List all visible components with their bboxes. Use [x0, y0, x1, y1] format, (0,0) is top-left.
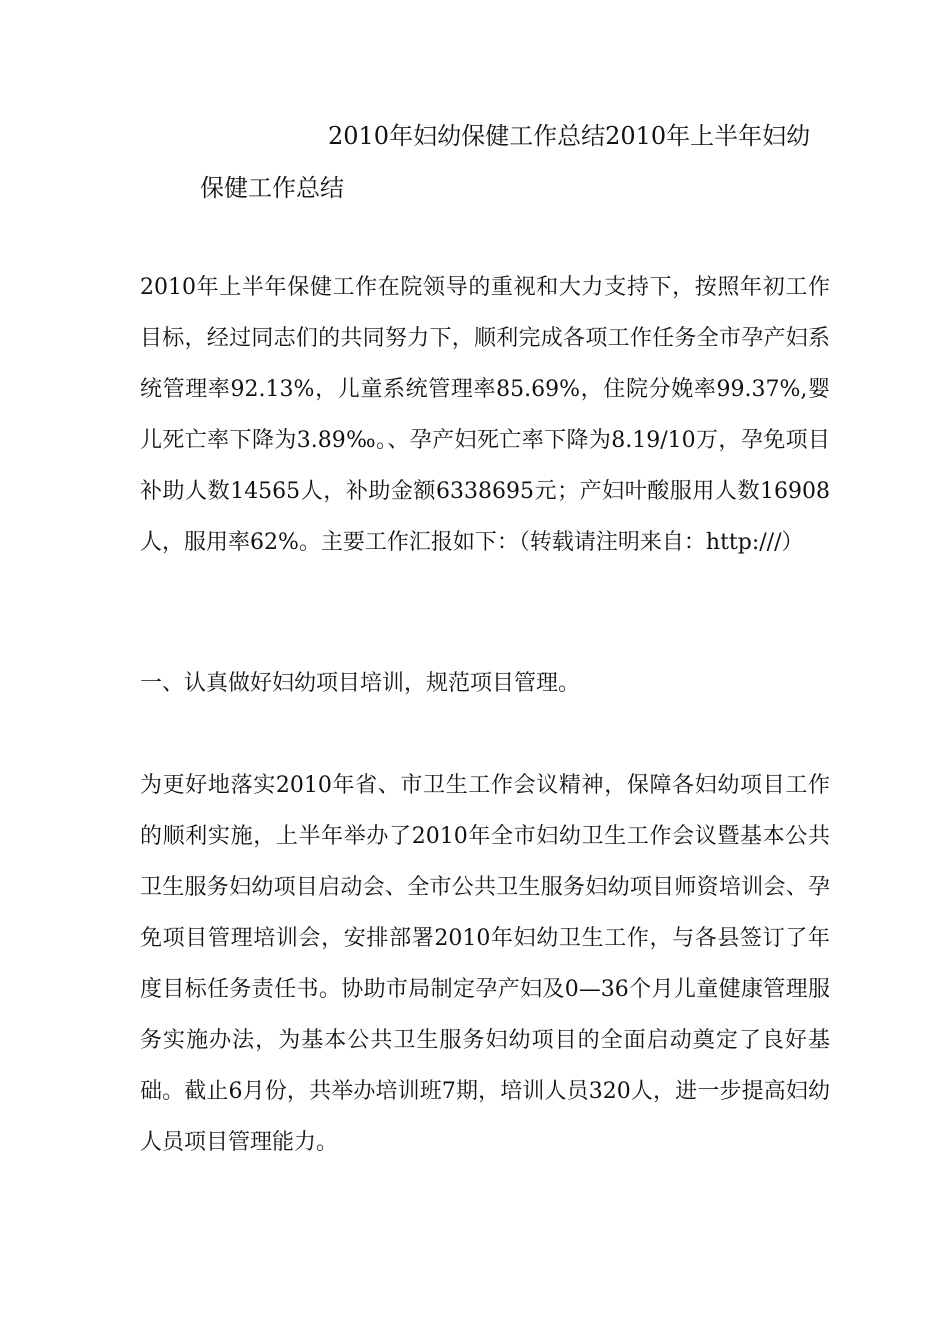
document-title-line-2: 保健工作总结 — [200, 174, 344, 202]
paragraph-summary: 2010年上半年保健工作在院领导的重视和大力支持下，按照年初工作目标，经过同志们的共同努力下，顺利完成各项工作任务全市孕产妇系统管理率92.13%，儿童系统管理率85.69%，住院分娩率99.37%,婴儿死亡率下降为3.89‰。、孕产妇死亡率下降为8.19/10万，孕免项目补助人数14565人，补助金额6338695元；产妇叶酸服用人数16908人，服用率62%。主要工作汇报如下：（转载请注明来自：http:///） — [140, 275, 830, 555]
document-title-line-1: 2010年妇幼保健工作总结2010年上半年妇幼 — [328, 122, 811, 150]
paragraph-training: 为更好地落实2010年省、市卫生工作会议精神，保障各妇幼项目工作的顺利实施，上半年举办了2010年全市妇幼卫生工作会议暨基本公共卫生服务妇幼项目启动会、全市公共卫生服务妇幼项目师资培训会、孕免项目管理培训会，安排部署2010年妇幼卫生工作，与各县签订了年度目标任务责任书。协助市局制定孕产妇及0—36个月儿童健康管理服务实施办法，为基本公共卫生服务妇幼项目的全面启动奠定了良好基础。截止6月份，共举办培训班7期，培训人员320人，进一步提高妇幼人员项目管理能力。 — [140, 773, 830, 1155]
section-heading-1: 一、认真做好妇幼项目培训，规范项目管理。 — [140, 671, 581, 696]
